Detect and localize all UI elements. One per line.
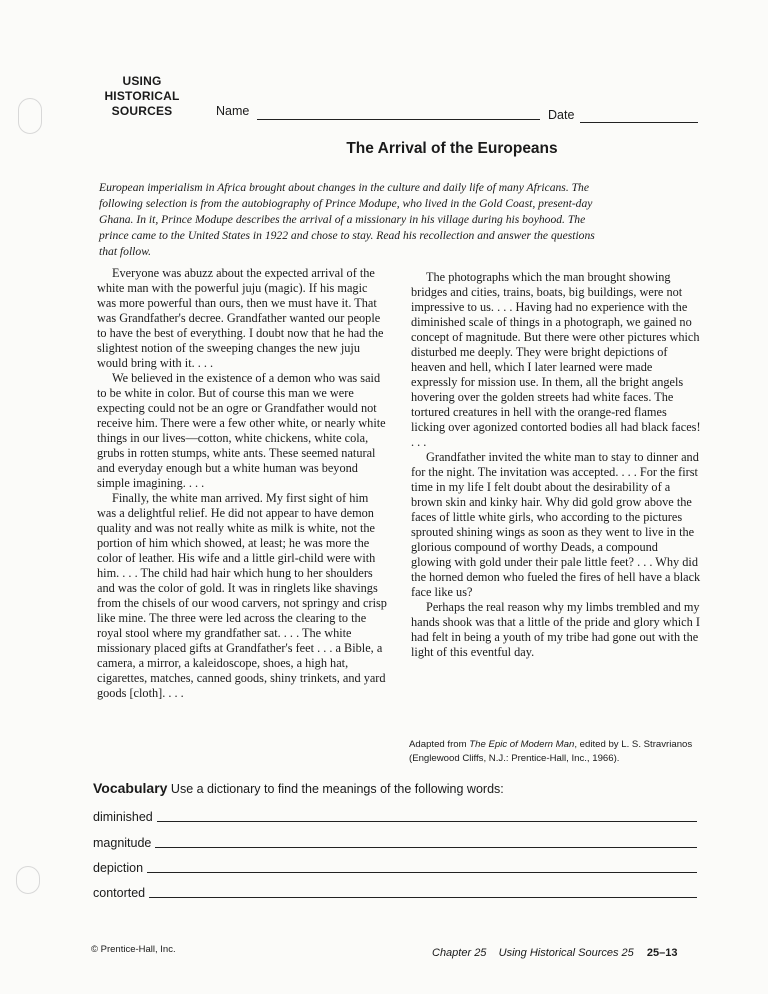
source-book-title: The Epic of Modern Man [469, 739, 575, 750]
reading-paragraph: Perhaps the real reason why my limbs trembled and my hands shook was that a little of the pride and glory which I had felt in being a youth of my tribe had gone out with the light of this eventful day. [411, 600, 700, 659]
footer-page-info [432, 947, 677, 959]
name-label: Name [216, 104, 250, 118]
source-citation [409, 738, 709, 766]
footer-section: Using Historical Sources 25 [498, 947, 634, 959]
answer-line[interactable] [147, 872, 697, 873]
source-prefix: Adapted from [409, 739, 470, 750]
reading-right-column [411, 270, 701, 660]
date-field[interactable] [580, 122, 698, 123]
footer-chapter: Chapter 25 [432, 947, 487, 959]
date-label: Date [548, 108, 575, 122]
reading-paragraph: Finally, the white man arrived. My first sight of him was a delightful relief. He did not appear to have demon quality and was not really white as milk is white, not the portion of him which showed, at least; he was more the color of leather. His wife and a little girl-child were with him. . . . The child had hair which hung to her shoulders and was the color of gold. It was in ringlets like shavings from the chisels of our wood carvers, not springy and crisp like mine. The three were led across the clearing to the royal stool where my grandfather sat. . . . The white missionary placed gifts at Grandfather's feet . . . a Bible, a camera, a mirror, a kaleidoscope, shoes, a high hat, cigarettes, matches, canned goods, shiny trinkets, and yard goods [cloth]. . . . [97, 491, 387, 700]
copyright: © Prentice-Hall, Inc. [91, 944, 176, 955]
scan-mark [18, 98, 42, 134]
reading-paragraph: Grandfather invited the white man to stay to dinner and for the night. The invitation was accepted. . . . For the first time in my life I felt doubt about the desirability of a brown skin and kinky hair. Why did gold grow above the faces of little white girls, who according to the pictures sprouted shining wings as soon as they went to live in the glorious compound of worthy Deads, a compound glowing with gold under their pale little feet? . . . Why did the horned demon who fueled the fires of hell have a black face like us? [411, 450, 701, 599]
vocabulary-row [93, 834, 697, 850]
vocabulary-word: contorted [93, 886, 146, 900]
vocabulary-word: magnitude [93, 836, 152, 850]
intro-paragraph: European imperialism in Africa brought about changes in the culture and daily life of many Africans. The following selection is from the autobiography of Prince Modupe, who lived in the Gold Coast, present-day Ghana. In it, Prince Modupe describes the arrival of a missionary in his village during his boyhood. The prince came to the United States in 1922 and chose to stay. Read his recollection and answer the questions that follow. [99, 181, 595, 258]
scan-mark [16, 866, 40, 894]
vocabulary-instruction: Use a dictionary to find the meanings of the following words: [170, 782, 504, 796]
reading-paragraph: We believed in the existence of a demon who was said to be white in color. But of course this man we were expecting could not be an ogre or Grandfather would not receive him. There were a few other white, or nearly white things in our lives—cotton, white chickens, white cola, grubs in rotten stumps, white ants. These seemed natural and everyday enough but a white human was beyond simple imagining. . . . [97, 371, 386, 490]
vocabulary-row [93, 808, 697, 824]
series-label-line: SOURCES [111, 104, 173, 118]
answer-line[interactable] [149, 897, 697, 898]
page-title: The Arrival of the Europeans [346, 140, 558, 157]
vocabulary-row [93, 859, 697, 875]
series-label [96, 74, 188, 119]
vocabulary-title: Vocabulary [93, 780, 168, 796]
series-label-line: USING [122, 74, 162, 88]
reading-paragraph: Everyone was abuzz about the expected arrival of the white man with the powerful juju (magic). If his magic was more powerful than ours, then we must have it. That was Grandfather's decree. Grandfather wanted our people to have the best of everything. I doubt now that he had the slightest notion of the sweeping changes the new juju would bring with it. . . . [97, 266, 384, 370]
series-label-line: HISTORICAL [104, 89, 180, 103]
reading-left-column [97, 266, 387, 701]
vocabulary-heading [93, 780, 504, 796]
vocabulary-row [93, 884, 697, 900]
answer-line[interactable] [155, 847, 697, 848]
reading-paragraph: The photographs which the man brought showing bridges and cities, trains, boats, big buildings, were not impressive to us. . . . Having had no experience with the diminished scale of things in a photograph, we gained no concept of magnitude. But there were other pictures which disturbed me deeply. They were bright depictions of heaven and hell, which I later learned were made expressly for mission use. In them, all the bright angels hovering over the golden streets had white faces. The tortured creatures in hell with the orange-red flames licking over agonized contorted bodies all had black faces! . . . [411, 270, 701, 449]
vocabulary-word: diminished [93, 810, 153, 824]
name-field[interactable] [257, 119, 540, 120]
source-suffix: , edited by L. S. Stravrianos (Englewood Cliffs, N.J.: Prentice-Hall, Inc., 1966). [409, 739, 693, 764]
page-number: 25–13 [646, 947, 678, 959]
vocabulary-word: depiction [93, 861, 144, 875]
answer-line[interactable] [157, 821, 697, 822]
